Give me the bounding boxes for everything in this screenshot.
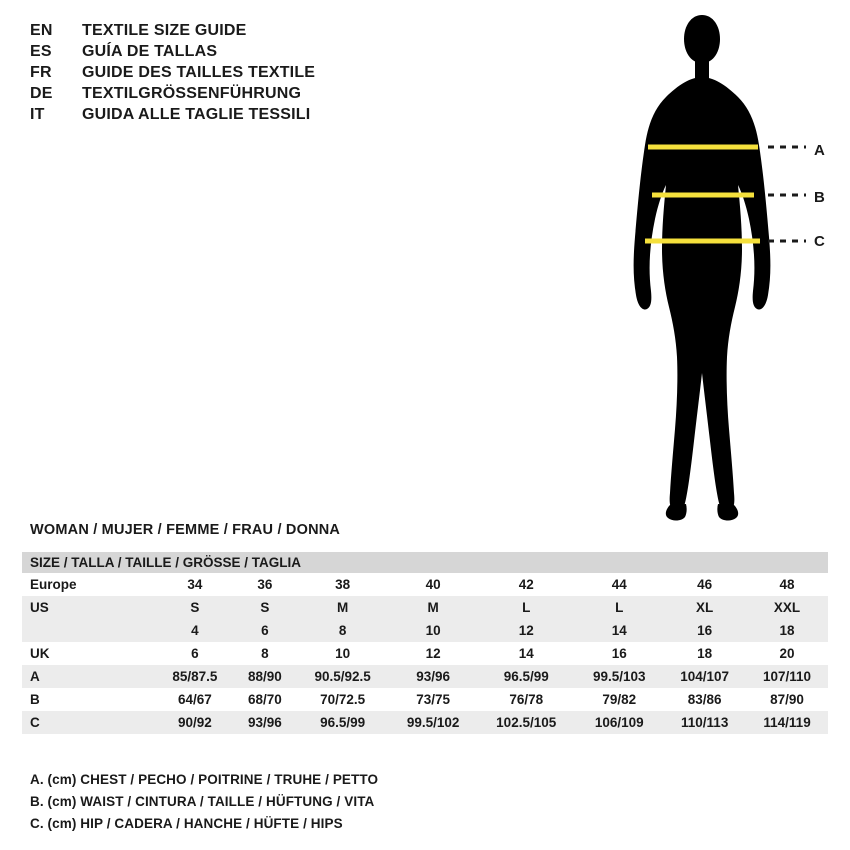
- row-label-b: B: [30, 692, 40, 707]
- cell: 42: [518, 577, 534, 592]
- female-silhouette-icon: [590, 5, 840, 535]
- cell: 106/109: [575, 711, 663, 734]
- title-lang-it: IT: [30, 106, 45, 123]
- cell: 8: [296, 619, 389, 642]
- cell: 99.5/102: [389, 711, 477, 734]
- title-row-en: [30, 22, 430, 40]
- row-label-us: US: [22, 596, 156, 619]
- cell: 73/75: [416, 692, 451, 707]
- cell: 18: [746, 619, 828, 642]
- table-row: [22, 642, 828, 665]
- cell: 12: [477, 619, 575, 642]
- cell: 14: [518, 646, 534, 661]
- note-chest: A. (cm) CHEST / PECHO / POITRINE / TRUHE / PETTO: [30, 772, 379, 787]
- title-lang-fr: FR: [30, 64, 52, 81]
- table-header-label: SIZE / TALLA / TAILLE / GRÖSSE / TAGLIA: [22, 552, 828, 573]
- title-row-it: [30, 106, 430, 124]
- cell: 76/78: [509, 692, 544, 707]
- note-waist: B. (cm) WAIST / CINTURA / TAILLE / HÜFTUNG / VITA: [30, 794, 375, 809]
- body-figure: [590, 5, 840, 535]
- cell: 10: [335, 646, 351, 661]
- measure-label-a: A: [814, 142, 825, 159]
- cell: 4: [156, 619, 234, 642]
- measurement-notes: [30, 772, 630, 838]
- cell: 48: [779, 577, 795, 592]
- row-label-europe: Europe: [30, 577, 77, 592]
- title-text-en: TEXTILE SIZE GUIDE: [82, 22, 247, 39]
- table-row: [22, 619, 828, 642]
- cell: 114/119: [746, 711, 828, 734]
- title-lang-de: DE: [30, 85, 53, 102]
- cell: 87/90: [770, 692, 804, 707]
- table-header-row: [22, 552, 828, 573]
- cell: 85/87.5: [156, 665, 234, 688]
- title-row-de: [30, 85, 430, 103]
- cell: M: [389, 596, 477, 619]
- cell: 40: [425, 577, 441, 592]
- cell: 10: [389, 619, 477, 642]
- table-row: [22, 711, 828, 734]
- note-hip: C. (cm) HIP / CADERA / HANCHE / HÜFTE / HIPS: [30, 816, 343, 831]
- row-label-a: A: [22, 665, 156, 688]
- cell: M: [296, 596, 389, 619]
- table-row: [22, 573, 828, 596]
- row-label-us-numeric: [22, 619, 156, 642]
- title-lang-es: ES: [30, 43, 52, 60]
- cell: 16: [663, 619, 746, 642]
- title-row-fr: [30, 64, 430, 82]
- cell: 36: [257, 577, 273, 592]
- row-label-c: C: [22, 711, 156, 734]
- cell: S: [156, 596, 234, 619]
- size-table: [22, 552, 828, 734]
- cell: 44: [611, 577, 627, 592]
- table-row: [22, 596, 828, 619]
- cell: XL: [663, 596, 746, 619]
- title-block: [30, 22, 430, 127]
- cell: 16: [611, 646, 627, 661]
- cell: 38: [335, 577, 351, 592]
- cell: 12: [425, 646, 441, 661]
- table-row: [22, 688, 828, 711]
- row-label-uk: UK: [30, 646, 50, 661]
- cell: 110/113: [663, 711, 746, 734]
- cell: L: [575, 596, 663, 619]
- cell: 79/82: [602, 692, 637, 707]
- cell: 18: [697, 646, 713, 661]
- table-row: [22, 665, 828, 688]
- cell: 6: [234, 619, 296, 642]
- title-row-es: [30, 43, 430, 61]
- cell: 90.5/92.5: [296, 665, 389, 688]
- cell: 6: [191, 646, 199, 661]
- cell: 68/70: [248, 692, 282, 707]
- cell: 96.5/99: [296, 711, 389, 734]
- cell: 34: [187, 577, 203, 592]
- cell: 102.5/105: [477, 711, 575, 734]
- measure-label-c: C: [814, 233, 825, 250]
- title-text-fr: GUIDE DES TAILLES TEXTILE: [82, 64, 316, 81]
- title-text-it: GUIDA ALLE TAGLIE TESSILI: [82, 106, 311, 123]
- group-label: WOMAN / MUJER / FEMME / FRAU / DONNA: [30, 522, 341, 538]
- title-text-de: TEXTILGRÖSSENFÜHRUNG: [82, 85, 302, 102]
- cell: 83/86: [687, 692, 722, 707]
- cell: 14: [575, 619, 663, 642]
- cell: 93/96: [234, 711, 296, 734]
- title-lang-en: EN: [30, 22, 53, 39]
- cell: 8: [261, 646, 269, 661]
- measure-label-b: B: [814, 189, 825, 206]
- cell: XXL: [746, 596, 828, 619]
- cell: 93/96: [389, 665, 477, 688]
- cell: 20: [779, 646, 795, 661]
- cell: 88/90: [234, 665, 296, 688]
- cell: 107/110: [746, 665, 828, 688]
- cell: 104/107: [663, 665, 746, 688]
- cell: 70/72.5: [320, 692, 366, 707]
- cell: 90/92: [156, 711, 234, 734]
- cell: 46: [697, 577, 713, 592]
- cell: 96.5/99: [477, 665, 575, 688]
- cell: L: [477, 596, 575, 619]
- title-text-es: GUÍA DE TALLAS: [82, 43, 218, 60]
- cell: S: [234, 596, 296, 619]
- cell: 64/67: [177, 692, 212, 707]
- cell: 99.5/103: [575, 665, 663, 688]
